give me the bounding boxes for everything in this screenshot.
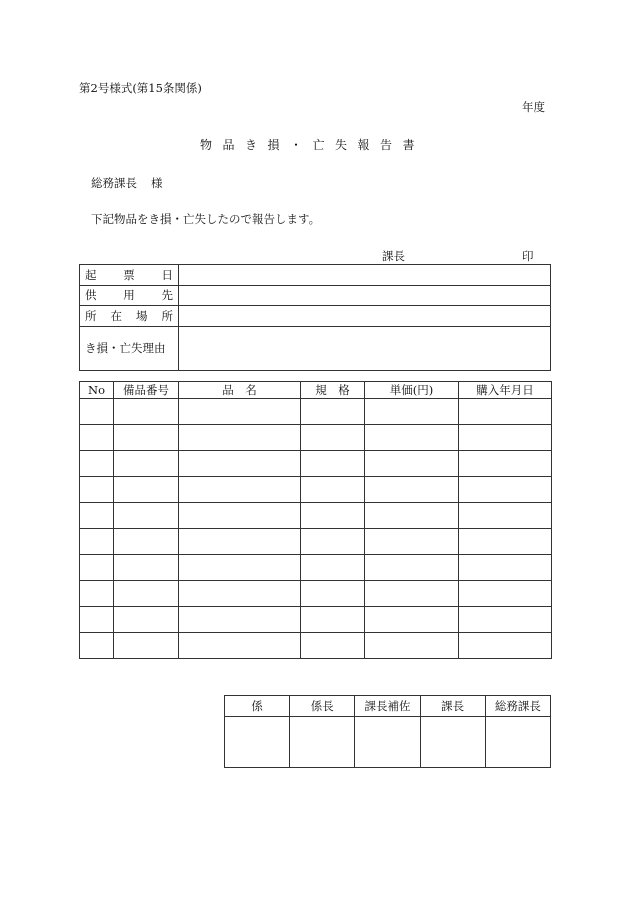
table-cell[interactable] (459, 425, 552, 451)
table-cell[interactable] (114, 399, 179, 425)
table-cell[interactable] (80, 451, 114, 477)
table-cell[interactable] (80, 633, 114, 659)
stamp-cell[interactable] (225, 717, 290, 768)
table-cell[interactable] (365, 529, 459, 555)
table-row (80, 581, 552, 607)
label-char: 先 (161, 288, 173, 303)
table-cell[interactable] (179, 451, 301, 477)
approval-header-row (225, 696, 551, 717)
info-value-user[interactable] (179, 285, 551, 306)
chief-position-label: 課長 (382, 249, 405, 263)
stamp-cell[interactable] (290, 717, 355, 768)
info-value-reason[interactable] (179, 326, 551, 370)
title-char: ・ (290, 138, 303, 152)
addressee-honorific: 様 (151, 176, 163, 190)
table-cell[interactable] (114, 503, 179, 529)
fiscal-year-label: 年度 (522, 100, 545, 114)
items-table (79, 381, 552, 659)
items-body (80, 399, 552, 659)
document-title (200, 136, 425, 153)
table-cell[interactable] (365, 581, 459, 607)
table-cell[interactable] (365, 633, 459, 659)
stamp-cell[interactable] (355, 717, 420, 768)
table-row (80, 503, 552, 529)
table-cell[interactable] (114, 425, 179, 451)
approval-header-assistant-manager: 課長補佐 (355, 696, 420, 717)
table-cell[interactable] (80, 399, 114, 425)
table-cell[interactable] (301, 451, 365, 477)
col-header-spec: 規 格 (301, 382, 365, 399)
title-char: 報 (357, 138, 370, 152)
table-cell[interactable] (114, 633, 179, 659)
title-char: 告 (380, 138, 393, 152)
info-label (80, 306, 179, 327)
table-cell[interactable] (114, 607, 179, 633)
table-cell[interactable] (301, 581, 365, 607)
approval-header-chief: 係長 (290, 696, 355, 717)
label-char: 用 (123, 288, 135, 303)
approval-header-manager: 課長 (420, 696, 485, 717)
table-cell[interactable] (301, 607, 365, 633)
table-cell[interactable] (301, 503, 365, 529)
label-char: 所 (85, 308, 97, 323)
table-cell[interactable] (80, 581, 114, 607)
label-char: 供 (85, 288, 97, 303)
table-cell[interactable] (301, 425, 365, 451)
chief-seal-line (382, 248, 542, 264)
approval-stamp-table (224, 695, 551, 768)
table-cell[interactable] (365, 399, 459, 425)
title-char: 亡 (312, 138, 325, 152)
col-header-unit-price: 単価(円) (365, 382, 459, 399)
table-cell[interactable] (365, 425, 459, 451)
label-char: 日 (161, 267, 173, 282)
info-value-date[interactable] (179, 265, 551, 286)
info-label (80, 326, 179, 370)
label-char: 所 (161, 308, 173, 323)
form-number: 第2号様式(第15条関係) (79, 81, 202, 95)
col-header-no: No (80, 382, 114, 399)
info-table (79, 264, 551, 371)
table-cell[interactable] (179, 607, 301, 633)
table-cell[interactable] (301, 477, 365, 503)
seal-mark: 印 (522, 249, 534, 263)
info-label (80, 265, 179, 286)
table-cell[interactable] (179, 503, 301, 529)
info-value-location[interactable] (179, 306, 551, 327)
info-label (80, 285, 179, 306)
table-cell[interactable] (80, 529, 114, 555)
table-cell[interactable] (459, 633, 552, 659)
items-header-row (80, 382, 552, 399)
table-cell[interactable] (365, 555, 459, 581)
title-char: 書 (402, 138, 415, 152)
approval-stamp-row (225, 717, 551, 768)
table-cell[interactable] (114, 477, 179, 503)
col-header-item-name: 品 名 (179, 382, 301, 399)
addressee (91, 175, 163, 191)
table-row (80, 425, 552, 451)
approval-header-staff: 係 (225, 696, 290, 717)
title-char: 失 (335, 138, 348, 152)
table-cell[interactable] (80, 555, 114, 581)
table-cell[interactable] (365, 607, 459, 633)
table-row (80, 477, 552, 503)
table-cell[interactable] (459, 477, 552, 503)
title-char: き (245, 138, 258, 152)
title-char: 品 (222, 138, 235, 152)
table-cell[interactable] (80, 477, 114, 503)
label-char: 票 (123, 267, 135, 282)
stamp-cell[interactable] (420, 717, 485, 768)
table-row (80, 451, 552, 477)
label-text: き損・亡失理由 (85, 341, 166, 355)
table-cell[interactable] (459, 503, 552, 529)
table-cell[interactable] (114, 451, 179, 477)
addressee-name: 総務課長 (91, 176, 137, 190)
table-cell[interactable] (179, 581, 301, 607)
table-cell[interactable] (114, 529, 179, 555)
table-row (80, 607, 552, 633)
table-cell[interactable] (365, 451, 459, 477)
approval-header-general-affairs-manager: 総務課長 (485, 696, 550, 717)
table-cell[interactable] (459, 581, 552, 607)
info-row-location (80, 306, 551, 327)
label-char: 在 (110, 308, 122, 323)
table-cell[interactable] (114, 555, 179, 581)
label-char: 場 (136, 308, 148, 323)
table-cell[interactable] (179, 633, 301, 659)
table-cell[interactable] (179, 529, 301, 555)
table-cell[interactable] (179, 477, 301, 503)
table-cell[interactable] (179, 425, 301, 451)
table-cell[interactable] (301, 529, 365, 555)
table-row (80, 555, 552, 581)
table-cell[interactable] (365, 477, 459, 503)
table-cell[interactable] (459, 529, 552, 555)
table-cell[interactable] (301, 399, 365, 425)
stamp-cell[interactable] (485, 717, 550, 768)
table-row (80, 633, 552, 659)
table-cell[interactable] (179, 555, 301, 581)
col-header-asset-number: 備品番号 (114, 382, 179, 399)
col-header-purchase-date: 購入年月日 (459, 382, 552, 399)
table-cell[interactable] (459, 607, 552, 633)
title-char: 物 (200, 138, 213, 152)
title-char: 損 (267, 138, 280, 152)
info-row-user (80, 285, 551, 306)
table-cell[interactable] (301, 555, 365, 581)
table-cell[interactable] (80, 503, 114, 529)
label-char: 起 (85, 267, 97, 282)
info-row-date (80, 265, 551, 286)
table-cell[interactable] (365, 503, 459, 529)
table-cell[interactable] (179, 399, 301, 425)
info-row-reason (80, 326, 551, 370)
table-cell[interactable] (80, 425, 114, 451)
table-cell[interactable] (459, 555, 552, 581)
table-row (80, 529, 552, 555)
table-cell[interactable] (80, 607, 114, 633)
table-cell[interactable] (114, 581, 179, 607)
table-cell[interactable] (459, 399, 552, 425)
table-cell[interactable] (459, 451, 552, 477)
table-row (80, 399, 552, 425)
table-cell[interactable] (301, 633, 365, 659)
report-statement: 下記物品をき損・亡失したので報告します。 (91, 212, 321, 226)
